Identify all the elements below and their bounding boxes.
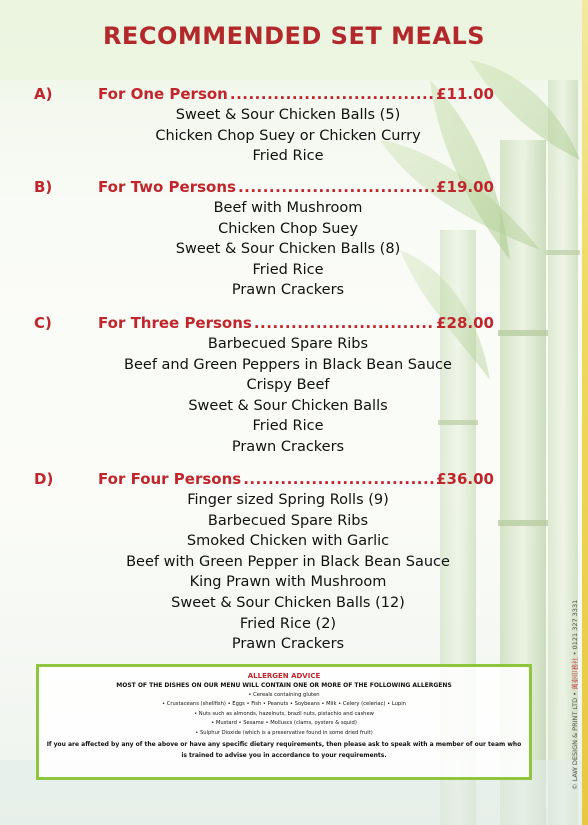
dish-item: Finger sized Spring Rolls (9): [187, 492, 389, 508]
dish-item: Smoked Chicken with Garlic: [186, 533, 390, 550]
dot-leader: [254, 314, 434, 332]
section-name: For Three Persons: [98, 314, 252, 332]
dish-item: Chicken Chop Suey: [218, 220, 358, 237]
dish-item: Sweet & Sour Chicken Balls (12): [171, 594, 405, 611]
dish-item: Beef and Green Peppers in Black Bean Sauce: [124, 356, 452, 373]
dish-item: Sweet & Sour Chicken Balls: [188, 397, 388, 414]
dish-item: Prawn Crackers: [231, 636, 345, 653]
dish-item: Prawn Crackers: [231, 438, 345, 455]
section-letter: C): [34, 314, 52, 332]
dish-item: Prawn Crackers: [231, 282, 345, 299]
dot-leader: [238, 178, 434, 196]
section-heading: [98, 470, 494, 488]
dish-item: Fried Rice: [252, 261, 324, 278]
credit-text: © LAW DESIGN & PRINT LTD •: [571, 691, 579, 790]
section-heading: [98, 314, 494, 332]
section-price: £19.00: [436, 178, 494, 196]
dish-item: Fried Rice: [252, 148, 324, 165]
section-letter: A): [34, 85, 53, 103]
dish-list: [60, 334, 516, 458]
allergen-advice-box: [36, 664, 532, 780]
allergen-line: • Sulphur Dioxide (which is a preservative found in some dried fruit): [195, 729, 373, 736]
section-name: For Two Persons: [98, 178, 236, 196]
dish-item: Fried Rice (2): [239, 615, 337, 632]
allergen-footer: If you are affected by any of the above or have any specific dietary requirements, then please ask to speak with a member of our team who is trained to advise you in accordance to your requirements.: [46, 741, 522, 760]
dish-item: King Prawn with Mushroom: [189, 574, 387, 591]
allergen-line: • Crustaceans (shellfish) • Eggs • Fish • Peanuts • Soybeans • Milk • Celery (celeriac) • Lupin: [162, 701, 406, 708]
section-letter: B): [34, 178, 53, 196]
dish-item: Sweet & Sour Chicken Balls (5): [175, 107, 401, 123]
allergen-title: ALLERGEN ADVICE: [247, 672, 321, 680]
dish-list: [60, 105, 516, 167]
section-name: For Four Persons: [98, 470, 242, 488]
credit-brand: 萬泰印務社: [571, 657, 579, 690]
allergen-line: • Mustard • Sesame • Molluscs (clams, oysters & squid): [211, 720, 357, 727]
section-price: £11.00: [436, 85, 494, 103]
allergen-line: • Cereals containing gluten: [248, 692, 320, 698]
dish-item: Sweet & Sour Chicken Balls (8): [175, 241, 401, 258]
printer-credit: [570, 590, 579, 790]
dish-item: Beef with Green Pepper in Black Bean Sauce: [126, 553, 450, 570]
section-price: £36.00: [436, 470, 494, 488]
dish-item: Beef with Mushroom: [213, 200, 363, 216]
dish-list: [60, 198, 516, 301]
allergen-line: • Nuts such as almonds, hazelnuts, brazil nuts, pistachio and cashew: [194, 710, 374, 717]
page-edge: [582, 0, 588, 825]
dish-list: [60, 490, 516, 655]
section-heading: [98, 178, 494, 196]
page-title: RECOMMENDED SET MEALS: [102, 22, 486, 50]
section-price: £28.00: [436, 314, 494, 332]
section-name: For One Person: [98, 85, 228, 103]
dish-item: Fried Rice: [252, 418, 324, 435]
section-heading: [98, 85, 494, 103]
dish-item: Barbecued Spare Ribs: [207, 512, 369, 529]
allergen-intro: MOST OF THE DISHES ON OUR MENU WILL CONTAIN ONE OR MORE OF THE FOLLOWING ALLERGENS: [116, 682, 452, 689]
dot-leader: [243, 470, 434, 488]
dot-leader: [230, 85, 434, 103]
dish-item: Crispy Beef: [246, 377, 330, 394]
dish-item: Barbecued Spare Ribs: [207, 336, 369, 352]
credit-phone: • 0121 327 3331: [571, 599, 579, 656]
dish-item: Chicken Chop Suey or Chicken Curry: [155, 127, 421, 144]
section-letter: D): [34, 470, 54, 488]
